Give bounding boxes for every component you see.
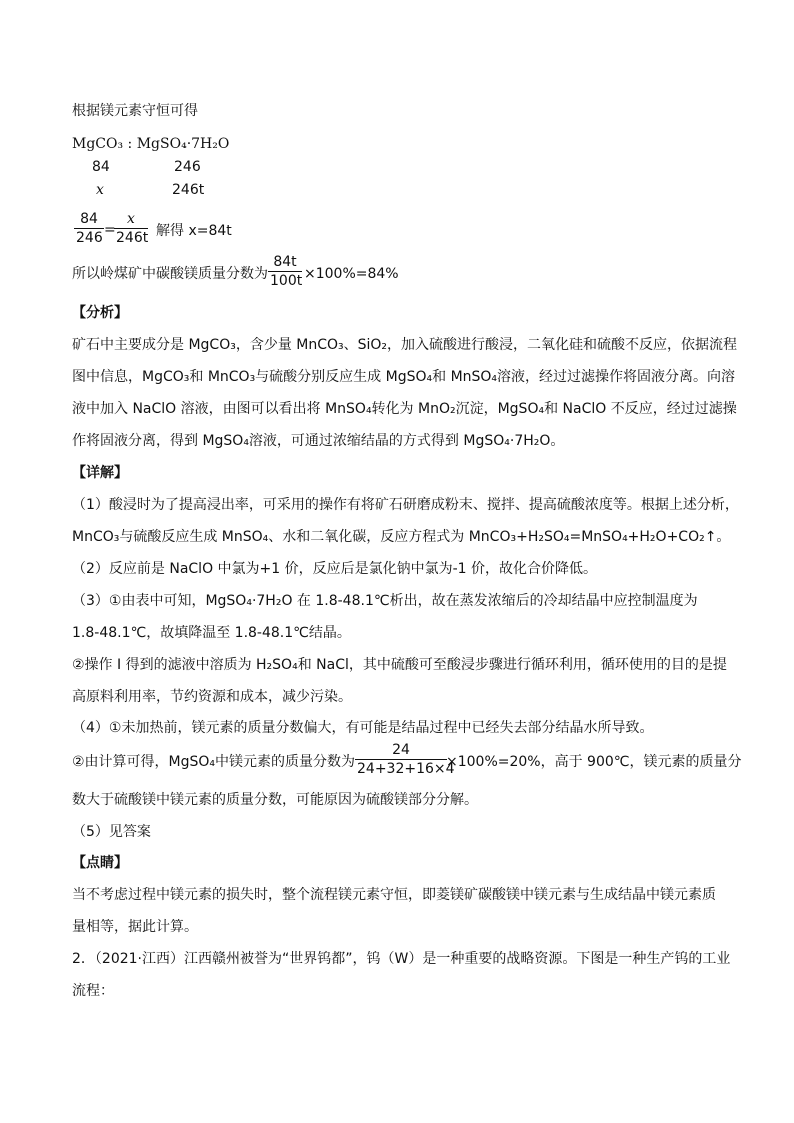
text-line: （5）见答案	[72, 824, 151, 840]
text-line: ②操作 I 得到的滤液中溶质为 H₂SO₄和 NaCl，其中硫酸可至酸浸步骤进行循环利用，循环使用的目的是提	[72, 657, 727, 673]
question-title: 2．（2021·江西）江西赣州被誉为“世界钨都”，钨（W）是一种重要的战略资源。下图是一种生产钨的工业	[72, 951, 731, 967]
unknown-x: x	[96, 182, 104, 198]
text-line: MnCO₃与硫酸反应生成 MnSO₄、水和二氧化碳，反应方程式为 MnCO₃+H₂SO₄=MnSO₄+H₂O+CO₂↑。	[72, 529, 731, 545]
text-line: 高原料利用率，节约资源和成本，减少污染。	[72, 689, 352, 705]
known-mass: 246t	[172, 182, 205, 198]
fraction-numerator: 84t	[273, 254, 297, 270]
heading-point: 【点睛】	[72, 855, 128, 871]
fraction-84-246	[74, 210, 104, 247]
text-line: 1.8-48.1℃，故填降温至 1.8-48.1℃结晶。	[72, 625, 351, 641]
molar-mass-mgco3: 84	[92, 159, 110, 175]
formula-row: MgCO₃ : MgSO₄·7H₂O	[72, 136, 230, 152]
fraction-denominator: 246t	[116, 230, 149, 246]
fraction-denominator: 246	[76, 230, 103, 246]
text-line: 根据镁元素守恒可得	[72, 103, 198, 119]
fraction-x-246t	[114, 210, 148, 247]
mass-fraction-prefix: ②由计算可得，MgSO₄中镁元素的质量分数为	[72, 754, 356, 770]
equals-sign: =	[104, 222, 116, 238]
text-line: （3）①由表中可知，MgSO₄·7H₂O 在 1.8-48.1℃析出，故在蒸发浓缩后的冷却结晶中应控制温度为	[72, 593, 698, 609]
fraction-mg-mass	[355, 741, 455, 778]
solve-result: 解得 x=84t	[156, 223, 232, 239]
fraction-numerator: 84	[80, 211, 98, 227]
text-line: 作将固液分离，得到 MgSO₄溶液，可通过浓缩结晶的方式得到 MgSO₄·7H₂O。	[72, 433, 565, 449]
text-line: （1）酸浸时为了提高浸出率，可采用的操作有将矿石研磨成粉末、搅拌、提高硫酸浓度等。根据上述分析，	[72, 497, 739, 513]
heading-analysis: 【分析】	[72, 305, 128, 321]
mass-fraction-suffix: ×100%=20%，高于 900℃，镁元素的质量分	[446, 754, 742, 770]
molar-mass-mgso4: 246	[174, 159, 201, 175]
heading-detail: 【详解】	[72, 465, 128, 481]
fraction-numerator: 24	[392, 742, 410, 758]
fraction-denominator: 100t	[270, 273, 303, 289]
percent-prefix: 所以岭煤矿中碳酸镁质量分数为	[72, 266, 268, 282]
text-line: 矿石中主要成分是 MgCO₃，含少量 MnCO₃、SiO₂，加入硫酸进行酸浸，二氧化硅和硫酸不反应，依据流程	[72, 337, 738, 353]
fraction-denominator: 24+32+16×4	[357, 761, 455, 777]
text-line: 当不考虑过程中镁元素的损失时，整个流程镁元素守恒，即菱镁矿碳酸镁中镁元素与生成结晶中镁元素质	[72, 887, 716, 903]
text-line: （4）①未加热前，镁元素的质量分数偏大，有可能是结晶过程中已经失去部分结晶水所导致。	[72, 720, 654, 736]
fraction-84t-100t	[268, 253, 302, 290]
text-line: 液中加入 NaClO 溶液，由图可以看出将 MnSO₄转化为 MnO₂沉淀，MgSO₄和 NaClO 不反应，经过过滤操	[72, 401, 737, 417]
percent-suffix: ×100%=84%	[304, 266, 399, 282]
text-line: （2）反应前是 NaClO 中氯为+1 价，反应后是氯化钠中氯为-1 价，故化合价降低。	[72, 561, 598, 577]
fraction-numerator: x	[127, 211, 135, 227]
text-line: 图中信息，MgCO₃和 MnCO₃与硫酸分别反应生成 MgSO₄和 MnSO₄溶液，经过过滤操作将固液分离。向溶	[72, 369, 736, 385]
text-line: 数大于硫酸镁中镁元素的质量分数，可能原因为硫酸镁部分分解。	[72, 792, 478, 808]
text-line: 量相等，据此计算。	[72, 919, 198, 935]
question-title-continued: 流程：	[72, 983, 114, 999]
